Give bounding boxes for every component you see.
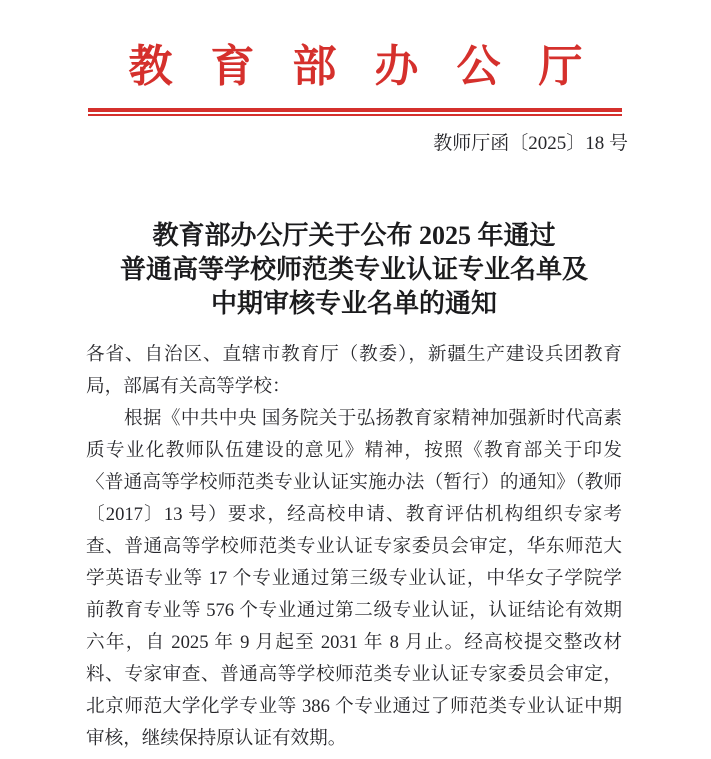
body-text-line: 局，部属有关高等学校： (86, 376, 291, 397)
body-text-line: 料、专家审查、普通高等学校师范类专业认证专家委员会审定， (86, 664, 622, 685)
body-text-line: 审核，继续保持原认证有效期。 (86, 728, 347, 749)
notice-title-line-3: 中期审核专业名单的通知 (210, 289, 497, 318)
body-text-line: 〔2017〕13 号）要求，经高校申请、教育评估机构组织专家考 (86, 504, 622, 525)
body-text-line: 学英语专业等 17 个专业通过第三级专业认证，中华女子学院学 (86, 568, 622, 589)
agency-masthead: 教 育 部 办 公 厅 (128, 42, 580, 91)
body-text-line: 根据《中共中央 国务院关于弘扬教育家精神加强新时代高素 (86, 408, 622, 429)
body-text-line: 前教育专业等 576 个专业通过第二级专业认证，认证结论有效期 (86, 600, 622, 621)
notice-body (86, 339, 622, 755)
notice-title-line-2: 普通高等学校师范类专业认证专业名单及 (119, 255, 588, 284)
notice-title-line-1: 教育部办公厅关于公布 2025 年通过 (152, 221, 556, 250)
red-rule-thin (88, 114, 622, 116)
body-text-line: 各省、自治区、直辖市教育厅（教委），新疆生产建设兵团教育 (86, 344, 622, 365)
body-text-line: 质专业化教师队伍建设的意见》精神，按照《教育部关于印发 (86, 440, 622, 461)
notice-title (86, 219, 622, 321)
body-text-line: 查、普通高等学校师范类专业认证专家委员会审定，华东师范大 (86, 536, 622, 557)
red-rule-thick (88, 108, 622, 112)
body-text-line: 北京师范大学化学专业等 386 个专业通过了师范类专业认证中期 (86, 696, 622, 717)
body-text-line: 〈普通高等学校师范类专业认证实施办法（暂行）的通知》（教师 (86, 472, 622, 493)
document-reference-number: 教师厅函〔2025〕18 号 (433, 133, 628, 154)
body-text-line: 六年，自 2025 年 9 月起至 2031 年 8 月止。经高校提交整改材 (86, 632, 622, 653)
